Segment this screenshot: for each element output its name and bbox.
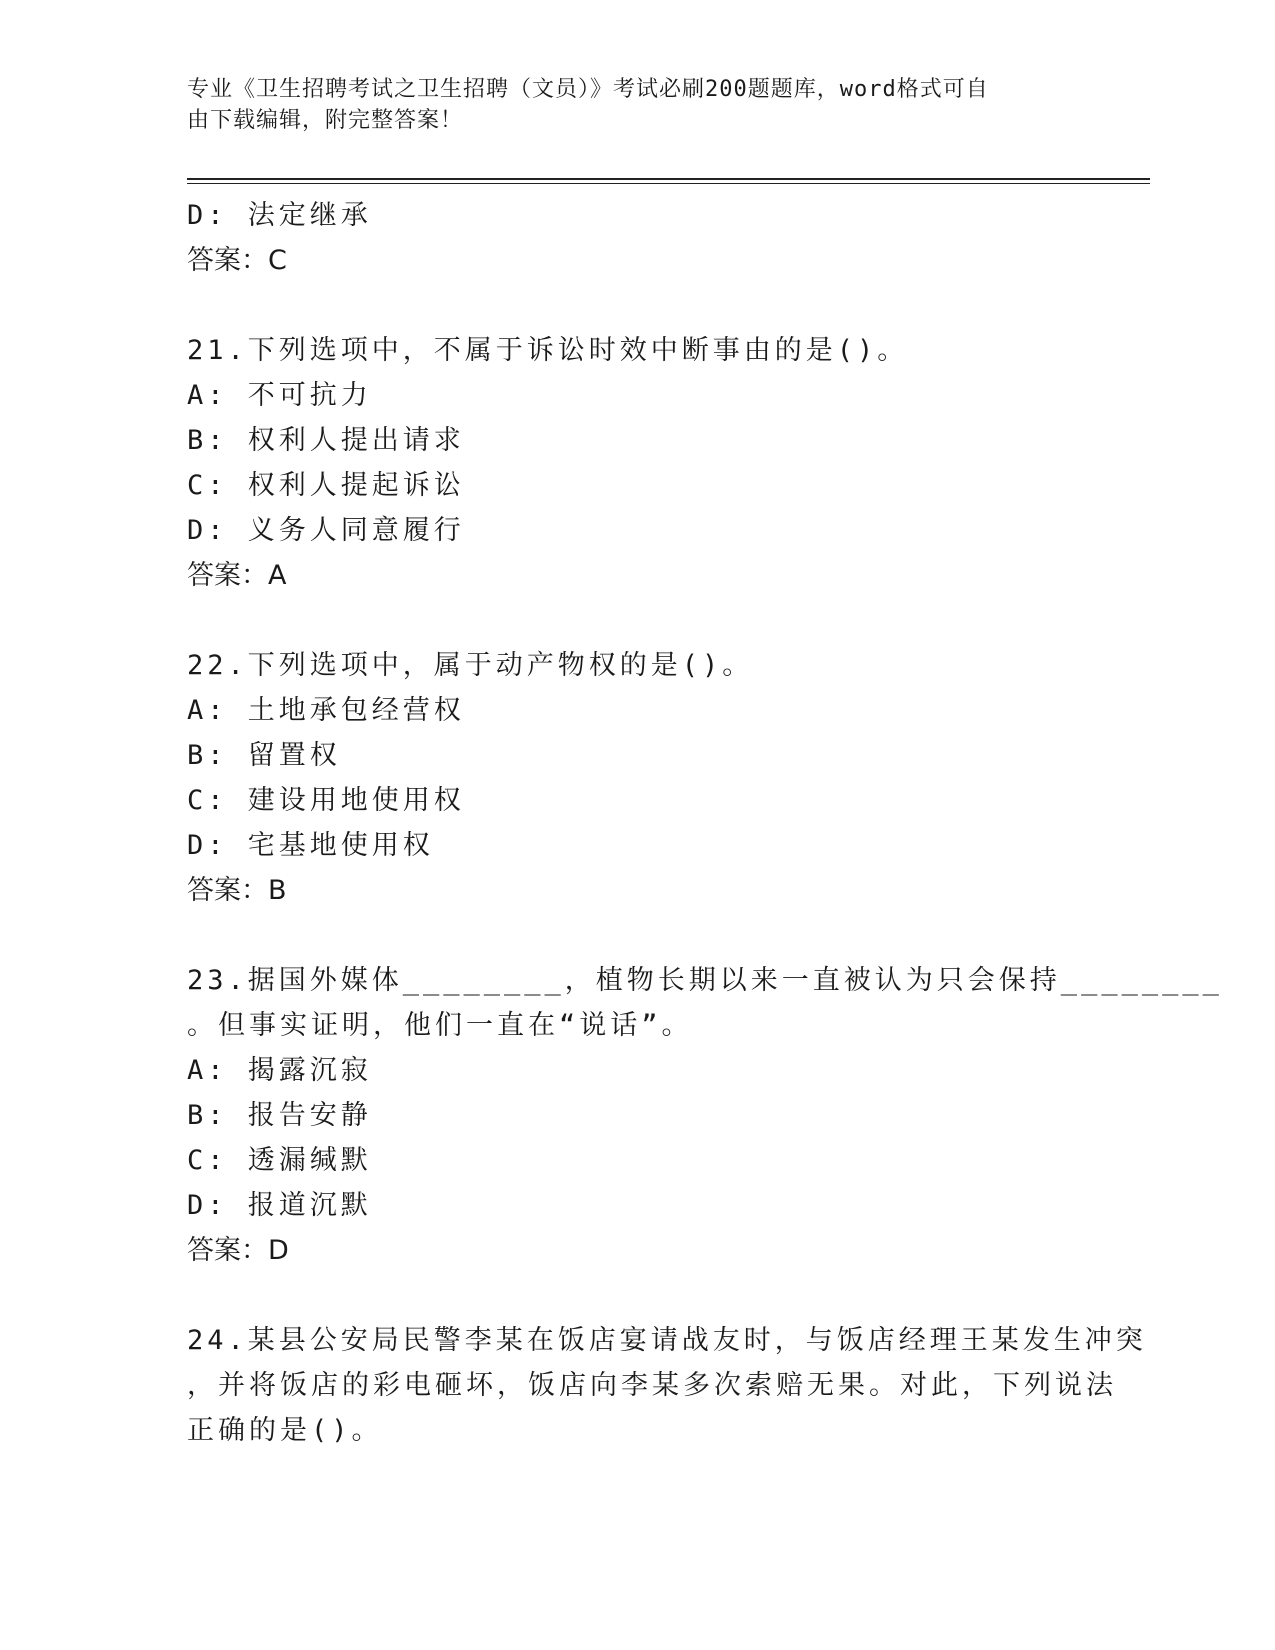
question-list [187, 193, 1223, 1453]
question-stem-continued: 。但事实证明，他们一直在“说话”。 [187, 1010, 693, 1041]
header-line-1: 专业《卫生招聘考试之卫生招聘（文员）》考试必刷200题题库，word格式可自 [187, 77, 989, 102]
option-a: A: 土地承包经营权 [187, 695, 465, 726]
option-d: D: 义务人同意履行 [187, 515, 465, 546]
header-rule-thick [187, 178, 1150, 180]
question-stem: 21.下列选项中，不属于诉讼时效中断事由的是()。 [187, 335, 909, 366]
spacer [187, 283, 1087, 328]
option-d: D: 报道沉默 [187, 1190, 372, 1221]
question-stem: 23.据国外媒体________，植物长期以来一直被认为只会保持________ [187, 965, 1223, 996]
answer-line: 答案：A [187, 560, 287, 591]
header-line-2: 由下载编辑，附完整答案！ [187, 108, 464, 133]
document-header [187, 74, 1087, 136]
option-c: C: 权利人提起诉讼 [187, 470, 465, 501]
question-stem-continued: 正确的是()。 [187, 1415, 383, 1446]
option-d: D: 宅基地使用权 [187, 830, 434, 861]
option-a: A: 揭露沉寂 [187, 1055, 372, 1086]
spacer [187, 1273, 1087, 1318]
option-b: B: 留置权 [187, 740, 341, 771]
answer-line: 答案：C [187, 245, 287, 276]
answer-line: 答案：B [187, 875, 287, 906]
header-rule-thin [187, 183, 1150, 184]
option-d: D: 法定继承 [187, 200, 372, 231]
option-a: A: 不可抗力 [187, 380, 372, 411]
option-b: B: 报告安静 [187, 1100, 372, 1131]
option-b: B: 权利人提出请求 [187, 425, 465, 456]
question-stem: 24.某县公安局民警李某在饭店宴请战友时，与饭店经理王某发生冲突 [187, 1325, 1147, 1356]
question-stem-continued: ，并将饭店的彩电砸坏，饭店向李某多次索赔无果。对此，下列说法 [187, 1370, 1117, 1401]
spacer [187, 913, 1087, 958]
spacer [187, 598, 1087, 643]
question-stem: 22.下列选项中，属于动产物权的是()。 [187, 650, 754, 681]
option-c: C: 透漏缄默 [187, 1145, 372, 1176]
answer-line: 答案：D [187, 1235, 289, 1266]
option-c: C: 建设用地使用权 [187, 785, 465, 816]
